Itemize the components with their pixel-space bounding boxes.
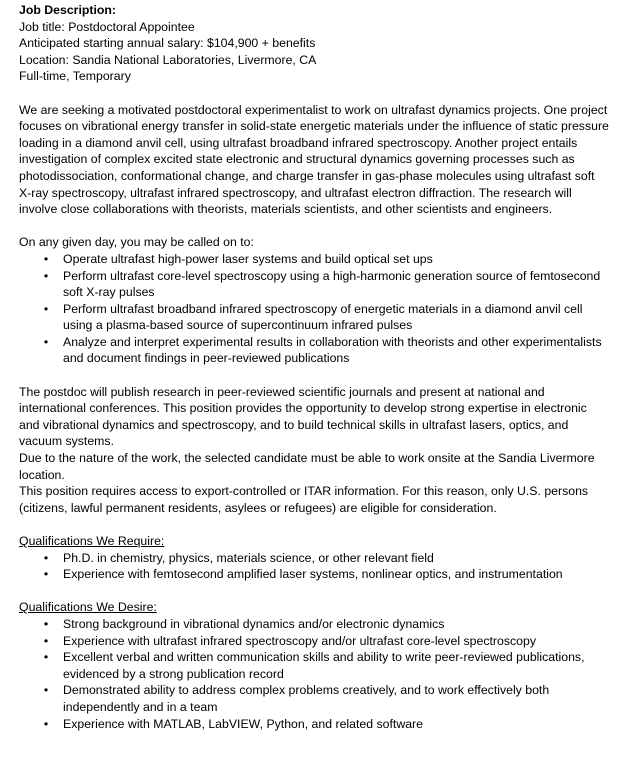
bullet-icon: • — [43, 716, 49, 731]
job-description-heading: Job Description: — [19, 3, 117, 17]
required-heading: Qualifications We Require: — [19, 534, 165, 548]
onsite-paragraph: Due to the nature of the work, the selected candidate must be able to work onsite at the Sandia Livermore location. — [19, 451, 595, 482]
desired-heading: Qualifications We Desire: — [19, 600, 157, 615]
list-item: • Excellent verbal and written communication skills and ability to write peer-reviewed publications, evidenced by a strong publication record — [19, 649, 610, 682]
employment-type: Full-time, Temporary — [19, 69, 131, 84]
intro-paragraph: We are seeking a motivated postdoctoral experimentalist to work on ultrafast dynamics projects. One project focuses on vibrational energy transfer in solid-state energetic materials under the influence of static pressure loading in a diamond anvil cell, using ultrafast broadband infrared spectroscopy. Another project entails investigation of complex excited state electronic and structural dynamics governing processes such as photodissociation, conformational change, and charge transfer in gas-phase molecules using ultrafast soft X-ray spectroscopy, ultrafast infrared spectroscopy, and ultrafast electron diffraction. The research will involve close collaborations with theorists, materials scientists, and other scientists and engineers. — [19, 102, 609, 217]
bullet-icon: • — [43, 268, 49, 283]
list-item: • Operate ultrafast high-power laser systems and build optical set ups — [19, 251, 610, 268]
bullet-icon: • — [43, 616, 49, 631]
duties-list — [19, 251, 610, 367]
bullet-icon: • — [43, 550, 49, 565]
list-item: • Experience with MATLAB, LabVIEW, Python, and related software — [19, 716, 610, 733]
desired-list — [19, 616, 610, 732]
list-item: • Perform ultrafast broadband infrared spectroscopy of energetic materials in a diamond anvil cell using a plasma-based source of supercontinuum infrared pulses — [19, 301, 610, 334]
bullet-icon: • — [43, 683, 49, 698]
list-item: • Analyze and interpret experimental results in collaboration with theorists and other experimentalists and document findings in peer-reviewed publications — [19, 334, 610, 367]
publish-paragraph: The postdoc will publish research in peer-reviewed scientific journals and present at national and international conferences. This position provides the opportunity to develop strong expertise in electronic and vibrational dynamics and spectroscopy, and to build technical skills in ultrafast lasers, optics, and vacuum systems. — [19, 384, 587, 449]
list-item: • Experience with ultrafast infrared spectroscopy and/or ultrafast core-level spectroscopy — [19, 633, 610, 650]
list-item: • Perform ultrafast core-level spectroscopy using a high-harmonic generation source of femtosecond soft X-ray pulses — [19, 268, 610, 301]
itar-paragraph: This position requires access to export-controlled or ITAR information. For this reason, only U.S. persons (citizens, lawful permanent residents, asylees or refugees) are eligible for consideration. — [19, 484, 589, 515]
list-item: • Strong background in vibrational dynamics and/or electronic dynamics — [19, 616, 610, 633]
list-item: • Demonstrated ability to address complex problems creatively, and to work effectively both independently and in a team — [19, 682, 610, 715]
job-title: Job title: Postdoctoral Appointee — [19, 19, 195, 34]
bullet-icon: • — [43, 633, 49, 648]
bullet-icon: • — [43, 251, 49, 266]
bullet-icon: • — [43, 301, 49, 316]
bullet-icon: • — [43, 650, 49, 665]
salary: Anticipated starting annual salary: $104,900 + benefits — [19, 36, 316, 51]
bullet-icon: • — [43, 334, 49, 349]
bullet-icon: • — [43, 567, 49, 582]
list-item: • Ph.D. in chemistry, physics, materials science, or other relevant field — [19, 550, 610, 567]
required-list — [19, 550, 610, 583]
location: Location: Sandia National Laboratories, Livermore, CA — [19, 52, 317, 67]
list-item: • Experience with femtosecond amplified laser systems, nonlinear optics, and instrumentation — [19, 566, 610, 583]
duties-lead: On any given day, you may be called on to: — [19, 235, 254, 250]
